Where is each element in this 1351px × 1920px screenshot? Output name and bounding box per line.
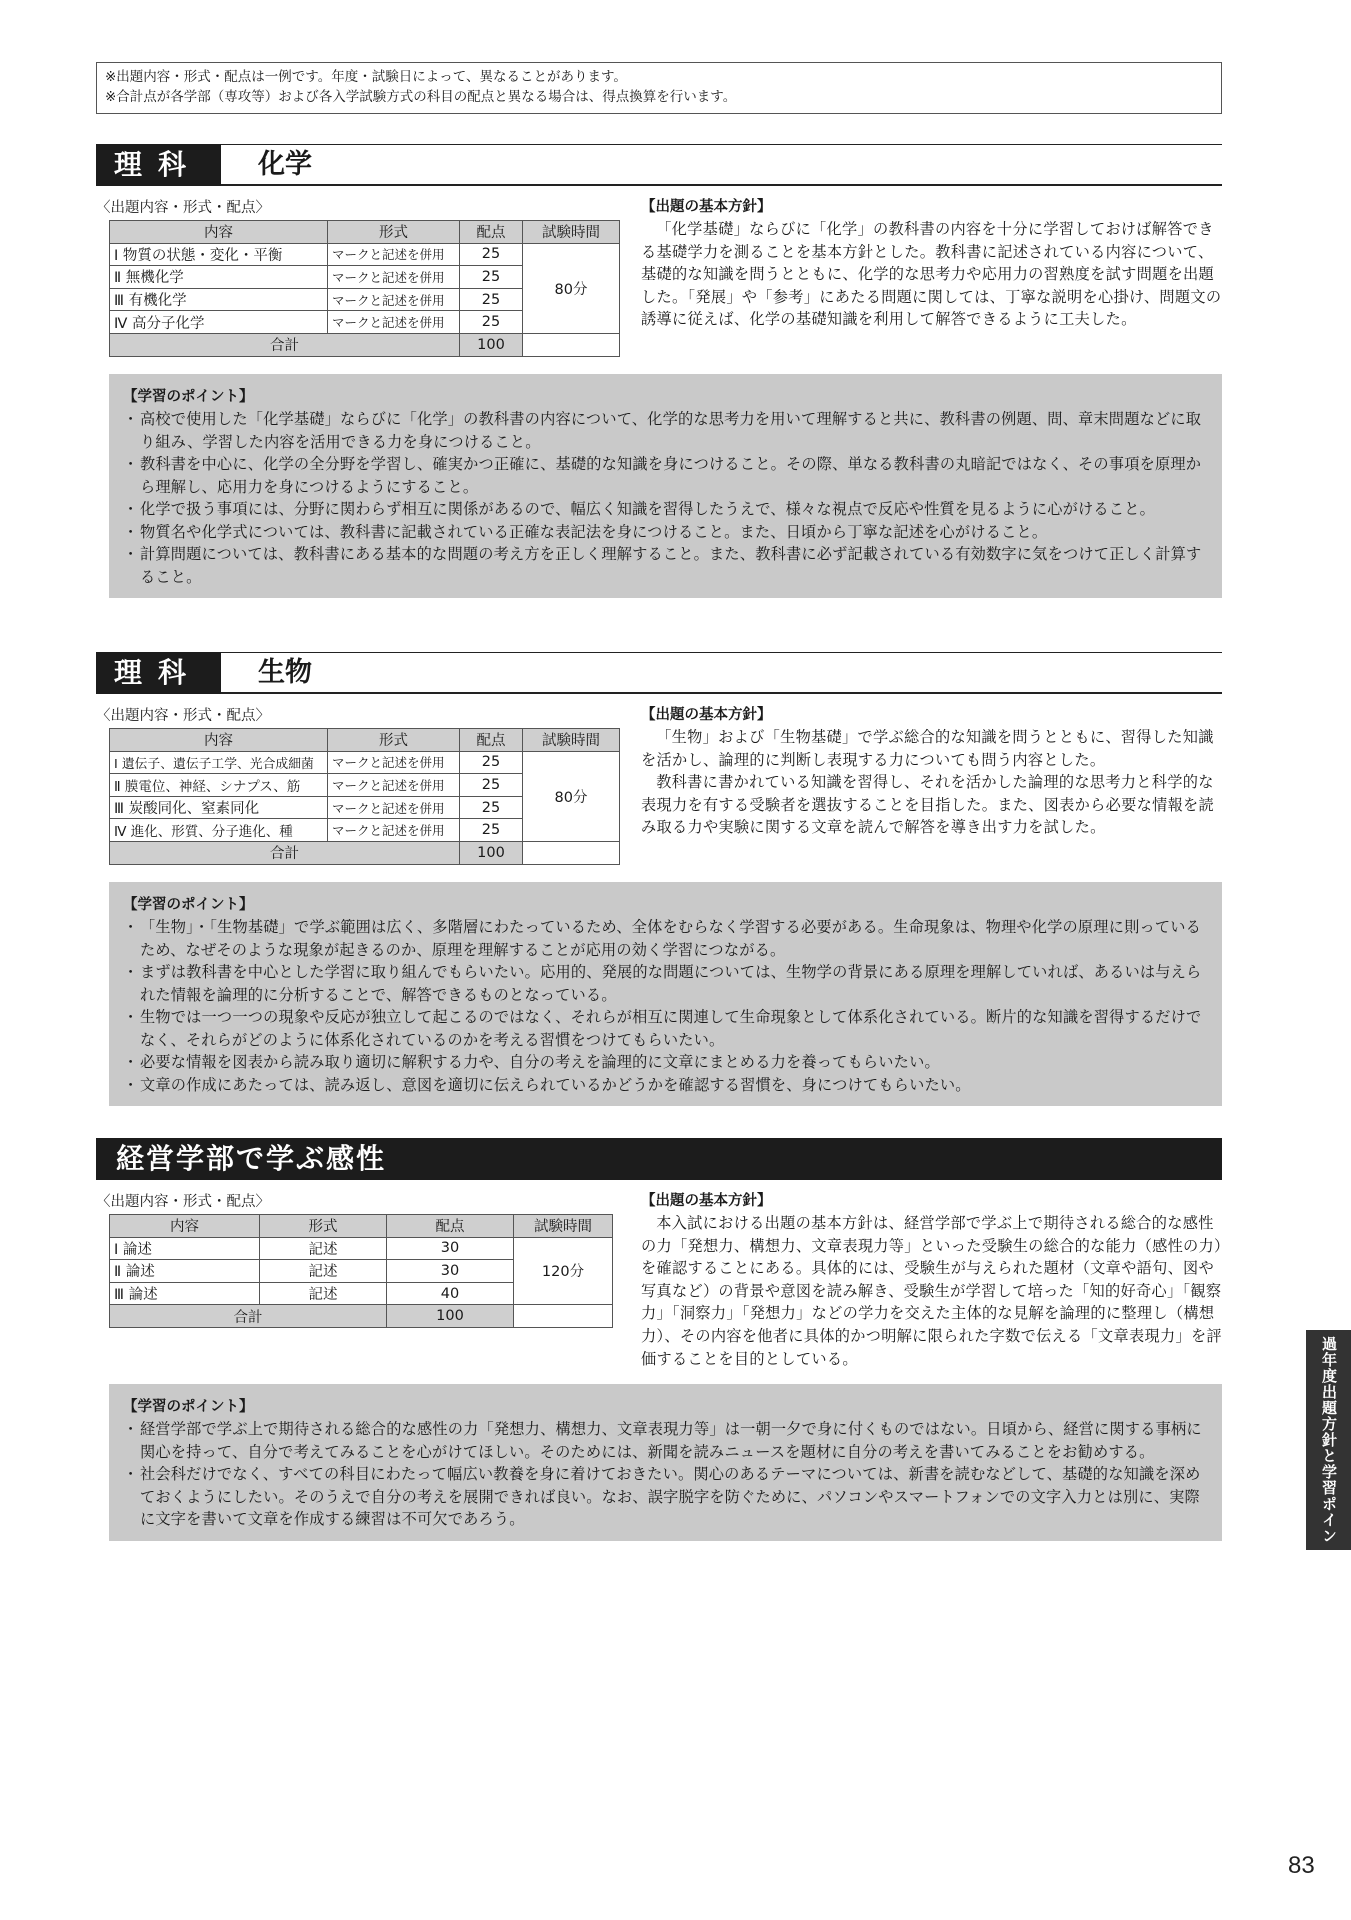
time-cell: 80分 — [523, 243, 620, 333]
section-biology — [96, 652, 1222, 1094]
table-row — [110, 1237, 613, 1260]
policy-block — [641, 196, 1226, 331]
total-label: 合計 — [110, 841, 460, 864]
column-header: 試験時間 — [523, 729, 620, 752]
format-cell: 記述 — [260, 1237, 387, 1260]
format-cell: マークと記述を併用 — [328, 266, 460, 289]
points-cell: 40 — [387, 1282, 514, 1305]
content-cell: Ⅰ 論述 — [110, 1237, 260, 1260]
points-cell: 30 — [387, 1260, 514, 1283]
section-header — [96, 144, 1222, 186]
total-row — [110, 841, 620, 864]
column-header: 形式 — [260, 1215, 387, 1238]
study-points-box — [109, 374, 1222, 598]
policy-paragraph: 本入試における出題の基本方針は、経営学部で学ぶ上で期待される総合的な感性の力「発想力、構想力、文章表現力等」といった受験生の総合的な能力（感性の力）を確認することにある。具体的には、受験生が与えられた題材（文章や語句、図や写真など）の背景や意図を読み解き、受験生が学習して培った「知的好奇心」「観察力」「洞察力」「発想力」などの学力を交えた主体的な見解を論理的に整理し（構想力）、その内容を他者に具体的かつ明解に限られた字数で伝える「文章表現力」を評価することを目的としている。 — [641, 1214, 1222, 1368]
point-item: ・ 化学で扱う事項には、分野に関わらず相互に関係があるので、幅広く知識を習得したうえで、様々な視点で反応や性質を見るように心がけること。 — [123, 498, 1204, 521]
column-header: 試験時間 — [523, 221, 620, 244]
content-cell: Ⅱ 膜電位、神経、シナプス、筋 — [110, 774, 328, 797]
points-cell: 25 — [460, 774, 523, 797]
points-heading: 【学習のポイント】 — [123, 1399, 254, 1415]
total-points: 100 — [387, 1305, 514, 1328]
column-header: 内容 — [110, 1215, 260, 1238]
format-cell: 記述 — [260, 1282, 387, 1305]
points-cell: 25 — [460, 751, 523, 774]
policy-heading: 【出題の基本方針】 — [641, 199, 772, 215]
total-row — [110, 1305, 613, 1328]
point-item: ・ 生物では一つ一つの現象や反応が独立して起こるのではなく、それらが相互に関連して生命現象として体系化されている。断片的な知識を習得するだけでなく、それらがどのように体系化されているのかを考える習慣をつけてもらいたい。 — [123, 1006, 1204, 1051]
study-points-box — [109, 1384, 1222, 1541]
column-header: 形式 — [328, 729, 460, 752]
policy-heading: 【出題の基本方針】 — [641, 707, 772, 723]
content-cell: Ⅰ 遺伝子、遺伝子工学、光合成細菌 — [110, 751, 328, 774]
section-tab: 理科 — [96, 652, 221, 694]
column-header: 試験時間 — [514, 1215, 613, 1238]
page-number: 83 — [1288, 1852, 1315, 1879]
format-cell: マークと記述を併用 — [328, 243, 460, 266]
format-cell: マークと記述を併用 — [328, 819, 460, 842]
format-cell: マークと記述を併用 — [328, 774, 460, 797]
column-header: 形式 — [328, 221, 460, 244]
point-item: ・ 文章の作成にあたっては、読み返し、意図を適切に伝えられているかどうかを確認する習慣を、身につけてもらいたい。 — [123, 1074, 1204, 1097]
points-cell: 25 — [460, 243, 523, 266]
point-item: ・ 高校で使用した「化学基礎」ならびに「化学」の教科書の内容について、化学的な思考力を用いて理解すると共に、教科書の例題、問、章末問題などに取り組み、学習した内容を活用できる力を身につけること。 — [123, 408, 1204, 453]
point-item: ・ 計算問題については、教科書にある基本的な問題の考え方を正しく理解すること。また、教科書に必ず記載されている有効数字に気をつけて正しく計算すること。 — [123, 543, 1204, 588]
total-label: 合計 — [110, 333, 460, 356]
content-cell: Ⅱ 論述 — [110, 1260, 260, 1283]
points-heading: 【学習のポイント】 — [123, 389, 254, 405]
points-heading: 【学習のポイント】 — [123, 897, 254, 913]
column-header: 配点 — [460, 729, 523, 752]
total-label: 合計 — [110, 1305, 387, 1328]
format-cell: 記述 — [260, 1260, 387, 1283]
section-title: 経営学部で学ぶ感性 — [116, 1142, 387, 1175]
side-index-tab: 過年度出題方針と学習ポイント — [1306, 1330, 1351, 1550]
format-cell: マークと記述を併用 — [328, 311, 460, 334]
score-table — [109, 1214, 613, 1328]
content-cell: Ⅲ 論述 — [110, 1282, 260, 1305]
points-cell: 25 — [460, 311, 523, 334]
content-cell: Ⅲ 炭酸同化、窒素同化 — [110, 796, 328, 819]
column-header: 配点 — [460, 221, 523, 244]
policy-paragraph: 教科書に書かれている知識を習得し、それを活かした論理的な思考力と科学的な表現力を有する受験者を選抜することを目指した。また、図表から必要な情報を読み取る力や実験に関する文章を読んで解答を導き出す力を試した。 — [641, 773, 1215, 837]
total-row — [110, 333, 620, 356]
content-cell: Ⅰ 物質の状態・変化・平衡 — [110, 243, 328, 266]
empty-cell — [523, 841, 620, 864]
points-cell: 25 — [460, 796, 523, 819]
policy-heading: 【出題の基本方針】 — [641, 1193, 772, 1209]
empty-cell — [523, 333, 620, 356]
point-item: ・ 必要な情報を図表から読み取り適切に解釈する力や、自分の考えを論理的に文章にまとめる力を養ってもらいたい。 — [123, 1051, 1204, 1074]
empty-cell — [514, 1305, 613, 1328]
notice-box — [96, 62, 1222, 114]
time-cell: 120分 — [514, 1237, 613, 1305]
section-tab: 理科 — [96, 144, 221, 186]
time-cell: 80分 — [523, 751, 620, 841]
content-cell: Ⅱ 無機化学 — [110, 266, 328, 289]
points-cell: 25 — [460, 288, 523, 311]
point-item: ・ まずは教科書を中心とした学習に取り組んでもらいたい。応用的、発展的な問題については、生物学の背景にある原理を理解していれば、あるいは与えられた情報を論理的に分析することで、解答できるものとなっている。 — [123, 961, 1204, 1006]
section-header — [96, 652, 1222, 694]
table-caption: 〈出題内容・形式・配点〉 — [96, 200, 270, 216]
content-cell: Ⅳ 高分子化学 — [110, 311, 328, 334]
table-caption: 〈出題内容・形式・配点〉 — [96, 1194, 270, 1210]
format-cell: マークと記述を併用 — [328, 288, 460, 311]
section-title: 化学 — [258, 149, 312, 180]
policy-paragraph: 「生物」および「生物基礎」で学ぶ総合的な知識を問うとともに、習得した知識を活かし、論理的に判断し表現する力についても問う内容とした。 — [641, 728, 1214, 769]
policy-paragraph: 「化学基礎」ならびに「化学」の教科書の内容を十分に学習しておけば解答できる基礎学力を測ることを基本方針とした。教科書に記述されている内容について、基礎的な知識を問うとともに、化学的な思考力や応用力の習熟度を試す問題を出題した。「発展」や「参考」にあたる問題に関しては、丁寧な説明を心掛け、問題文の誘導に従えば、化学の基礎知識を利用して解答できるように工夫した。 — [641, 220, 1222, 329]
points-cell: 25 — [460, 266, 523, 289]
table-caption: 〈出題内容・形式・配点〉 — [96, 708, 270, 724]
column-header: 配点 — [387, 1215, 514, 1238]
column-header: 内容 — [110, 729, 328, 752]
point-item: ・ 「生物」・「生物基礎」で学ぶ範囲は広く、多階層にわたっているため、全体をむらなく学習する必要がある。生命現象は、物理や化学の原理に則っているため、なぜそのような現象が起きるのか、原理を理解することが応用の効く学習につながる。 — [123, 916, 1204, 961]
policy-block — [641, 704, 1226, 839]
points-cell: 30 — [387, 1237, 514, 1260]
section-chemistry — [96, 144, 1222, 586]
notice-line: ※合計点が各学部（専攻等）および各入学試験方式の科目の配点と異なる場合は、得点換算を行います。 — [105, 89, 737, 105]
section-title: 生物 — [258, 657, 312, 688]
score-table — [109, 220, 620, 357]
point-item: ・ 教科書を中心に、化学の全分野を学習し、確実かつ正確に、基礎的な知識を身につけること。その際、単なる教科書の丸暗記ではなく、その事項を原理から理解し、応用力を身につけるようにすること。 — [123, 453, 1204, 498]
study-points-box — [109, 882, 1222, 1106]
content-cell: Ⅳ 進化、形質、分子進化、種 — [110, 819, 328, 842]
format-cell: マークと記述を併用 — [328, 796, 460, 819]
format-cell: マークと記述を併用 — [328, 751, 460, 774]
point-item: ・ 物質名や化学式については、教科書に記載されている正確な表記法を身につけること。また、日頃から丁寧な記述を心がけること。 — [123, 521, 1204, 544]
column-header: 内容 — [110, 221, 328, 244]
policy-block — [641, 1190, 1226, 1370]
section-header — [96, 1138, 1222, 1180]
content-cell: Ⅲ 有機化学 — [110, 288, 328, 311]
point-item: ・ 経営学部で学ぶ上で期待される総合的な感性の力「発想力、構想力、文章表現力等」は一朝一夕で身に付くものではない。日頃から、経営に関する事柄に関心を持って、自分で考えてみることを心がけてほしい。そのためには、新聞を読みニュースを題材に自分の考えを書いてみることをお勧めする。 — [123, 1418, 1204, 1463]
score-table — [109, 728, 620, 865]
points-cell: 25 — [460, 819, 523, 842]
total-points: 100 — [460, 841, 523, 864]
section-management — [96, 1138, 1222, 1528]
total-points: 100 — [460, 333, 523, 356]
table-row — [110, 751, 620, 774]
table-row — [110, 243, 620, 266]
notice-line: ※出題内容・形式・配点は一例です。年度・試験日によって、異なることがあります。 — [105, 69, 627, 85]
point-item: ・ 社会科だけでなく、すべての科目にわたって幅広い教養を身に着けておきたい。関心のあるテーマについては、新書を読むなどして、基礎的な知識を深めておくようにしたい。そのうえで自分の考えを展開できれば良い。なお、誤字脱字を防ぐために、パソコンやスマートフォンでの文字入力とは別に、実際に文字を書いて文章を作成する練習は不可欠であろう。 — [123, 1463, 1204, 1531]
